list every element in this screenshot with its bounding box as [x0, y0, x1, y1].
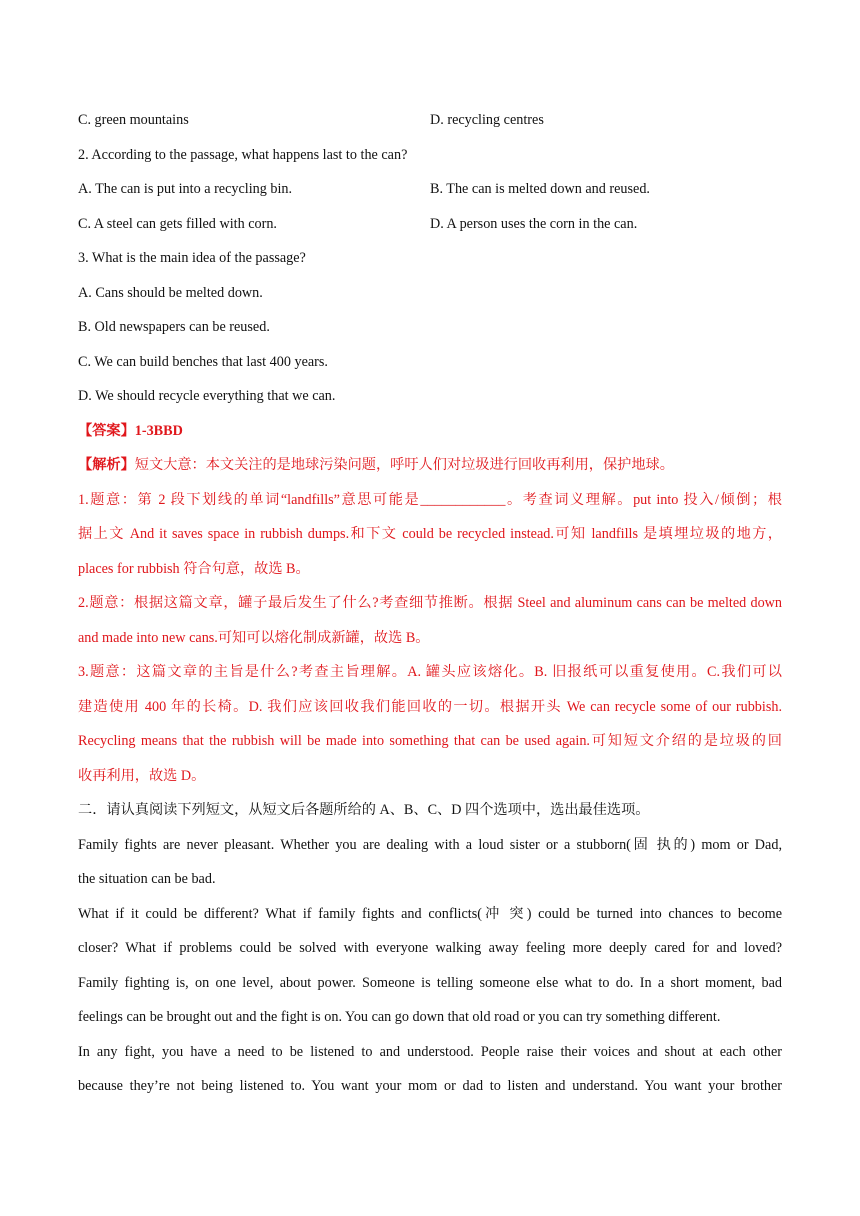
passage-line-1: Family fights are never pleasant. Whether you are dealing with a loud sister or a stubborn(固 执的) mom or Dad,: [78, 837, 782, 853]
analysis-p3-line-1: 3.题意：这篇文章的主旨是什么?考查主旨理解。A. 罐头应该熔化。B. 旧报纸可以重复使用。C.我们可以: [78, 664, 782, 680]
q2-options-row-2: [78, 214, 782, 234]
passage-line-2: the situation can be bad.: [78, 871, 216, 887]
analysis-p1-line-2: 据上文 And it saves space in rubbish dumps.和下文 could be recycled instead.可知 landfills 是填埋垃圾的地方，: [78, 526, 782, 542]
q2-option-c: C. A steel can gets filled with corn.: [78, 216, 277, 232]
analysis-label: 【解析】: [78, 457, 135, 473]
passage-line-3: What if it could be different? What if family fights and conflicts(冲 突) could be turned into chances to become: [78, 906, 782, 922]
analysis-summary-line: [78, 455, 782, 475]
analysis-p1-line-1: 1.题意：第 2 段下划线的单词“landfills”意思可能是____________。考查词义理解。put into 投入/倾倒；根: [78, 492, 782, 508]
answer-line: [78, 421, 782, 441]
q2-option-b: B. The can is melted down and reused.: [430, 181, 650, 197]
q1-option-c: C. green mountains: [78, 112, 189, 128]
analysis-p3-line-2: 建造使用 400 年的长椅。D. 我们应该回收我们能回收的一切。根据开头 We can recycle some of our rubbish.: [78, 699, 782, 715]
section2-heading: 二．请认真阅读下列短文，从短文后各题所给的 A、B、C、D 四个选项中，选出最佳选项。: [78, 802, 650, 818]
passage-line-5: Family fighting is, on one level, about power. Someone is telling someone else what to do. In a short moment, bad: [78, 975, 782, 991]
q2-stem: 2. According to the passage, what happens last to the can?: [78, 147, 408, 163]
analysis-summary: 短文大意：本文关注的是地球污染问题，呼吁人们对垃圾进行回收再利用，保护地球。: [134, 457, 674, 473]
q3-stem: 3. What is the main idea of the passage?: [78, 250, 306, 266]
q3-option-a: A. Cans should be melted down.: [78, 285, 263, 301]
analysis-p3-line-3: Recycling means that the rubbish will be made into something that can be used again.可知短文介绍的是垃圾的回: [78, 733, 782, 749]
q1-option-d: D. recycling centres: [430, 112, 544, 128]
q1-options-row: [78, 110, 782, 130]
q3-option-c: C. We can build benches that last 400 years.: [78, 354, 328, 370]
passage-line-7: In any fight, you have a need to be listened to and understood. People raise their voices and shout at each other: [78, 1044, 782, 1060]
analysis-p2-line-1: 2.题意：根据这篇文章，罐子最后发生了什么?考查细节推断。根据 Steel and aluminum cans can be melted down: [78, 595, 782, 611]
answer-label: 【答案】: [78, 423, 135, 439]
q3-option-b: B. Old newspapers can be reused.: [78, 319, 270, 335]
passage-line-6: feelings can be brought out and the fight is on. You can go down that old road or you can try something different.: [78, 1009, 721, 1025]
analysis-p1-line-3: places for rubbish 符合句意，故选 B。: [78, 561, 310, 577]
analysis-p2-line-2: and made into new cans.可知可以熔化制成新罐，故选 B。: [78, 630, 430, 646]
passage-line-4: closer? What if problems could be solved with everyone walking away feeling more deeply cared for and loved?: [78, 940, 782, 956]
passage-line-8: because they’re not being listened to. You want your mom or dad to listen and understand. You want your brother: [78, 1078, 782, 1094]
q2-options-row-1: [78, 179, 782, 199]
analysis-p3-line-4: 收再利用，故选 D。: [78, 768, 206, 784]
q2-option-d: D. A person uses the corn in the can.: [430, 216, 638, 232]
q3-option-d: D. We should recycle everything that we can.: [78, 388, 336, 404]
answer-value: 1-3BBD: [134, 423, 183, 439]
q2-option-a: A. The can is put into a recycling bin.: [78, 181, 293, 197]
